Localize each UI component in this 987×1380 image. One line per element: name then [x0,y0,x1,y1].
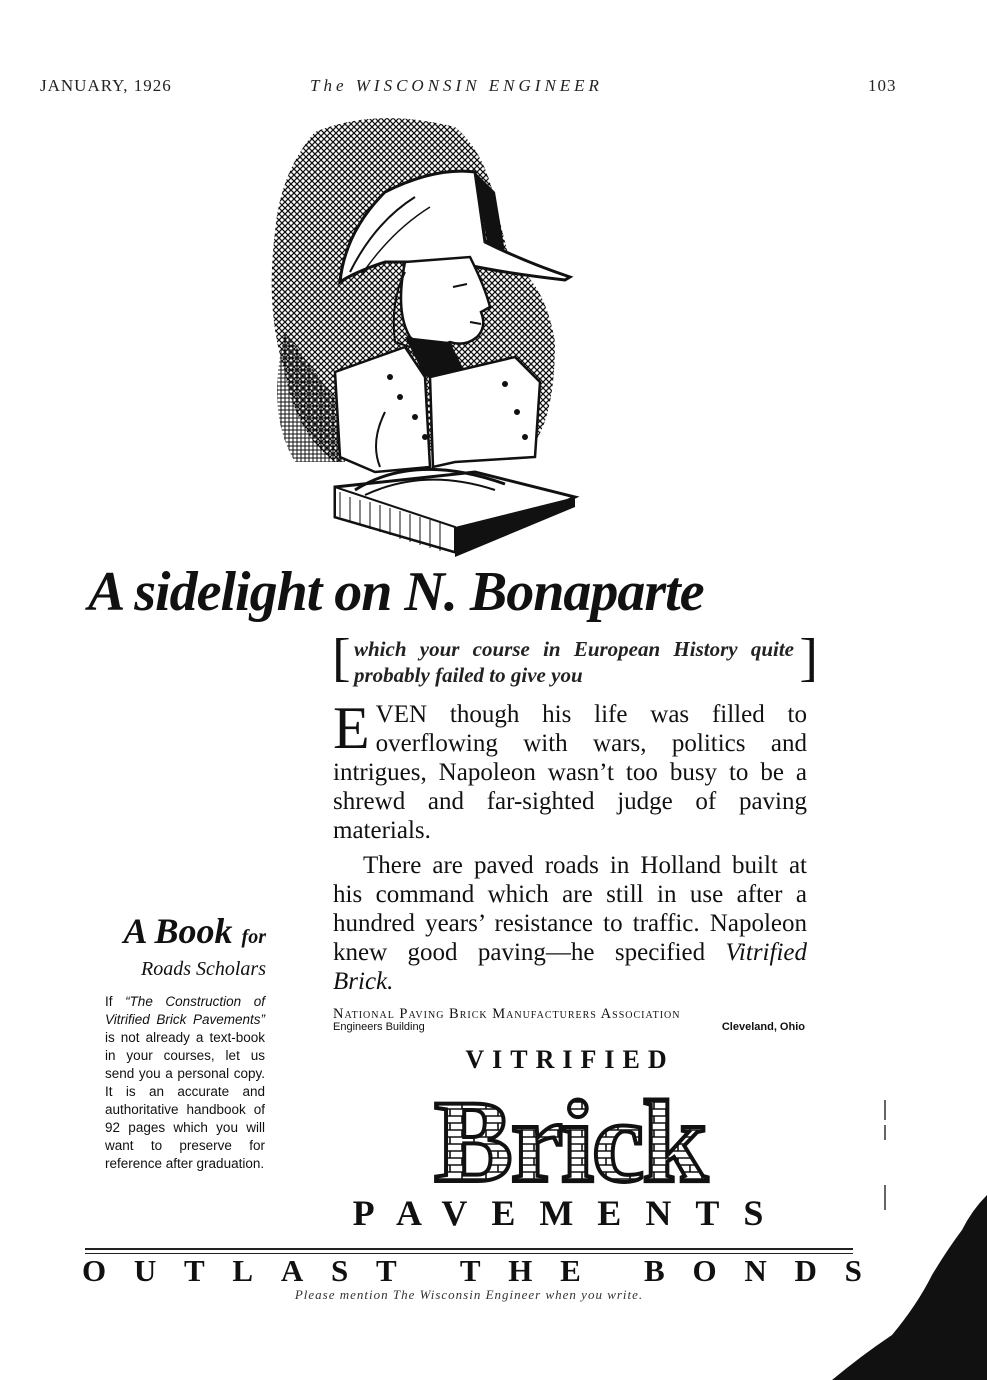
association-name: National Paving Brick Manufacturers Association [333,1006,681,1022]
slogan-letter: T [375,1253,397,1288]
body-paragraph-1 [333,695,807,845]
sidebar-title-small: for [241,926,266,948]
slogan-letter: N [744,1253,767,1288]
slogan-letter: S [330,1253,349,1288]
edge-marks [880,1100,890,1230]
slogan-letter: S [844,1253,862,1288]
logo-bottom-word: PAVEMENTS [352,1193,788,1233]
sidebar-subtitle: Roads Scholars [141,958,266,980]
subheadline-block [332,628,818,688]
header-date: JANUARY, 1926 [40,76,172,95]
left-bracket: [ [332,628,351,688]
header-page-number: 103 [868,76,897,95]
paragraph-1-text: though his life was filled to overflowing with wars, politics and intrigues, Napoleon wasn’t too busy to be a shrewd and far-sighted judge of paving materials. [333,701,807,844]
logo-main-word: Brick [434,1076,706,1196]
association-address [333,1021,805,1033]
slogan-letter: B [644,1253,665,1288]
headline: A sidelight on N. Bonaparte [88,561,704,623]
association-city: Cleveland, Ohio [721,1021,805,1033]
header-publication: The WISCONSIN ENGINEER [310,76,603,95]
slogan-letter: T [459,1253,481,1288]
sidebar-title-main: A Book [123,911,233,951]
body-copy [333,695,807,996]
slogan-gap [609,1253,617,1289]
slogan-letter: L [232,1253,254,1288]
lead-in-smallcaps: VEN [375,701,428,728]
slogan [82,1253,862,1289]
slogan-letter: O [692,1253,717,1288]
subheadline: which your course in European History quite probably failed to give you [354,637,794,687]
slogan-letter: E [560,1253,581,1288]
body-paragraph-2 [333,851,807,996]
slogan-letter: H [508,1253,533,1288]
paragraph-2-text: There are paved roads in Holland built at his command which are still in use after a hundred years’ resistance to traffic. Napoleon knew good paving—he specified [333,852,807,966]
slogan-gap [424,1253,432,1289]
sidebar-title [104,910,266,952]
sidebar-body: If “The Construction of Vitrified Brick Pavements” is not already a text-book in your courses, let us send you a personal copy. It is an accurate and authoritative handbook of 92 pages which you will want to preserve for reference after graduation. [105,994,265,1171]
slogan-letter: D [794,1253,817,1288]
footer-note: Please mention The Wisconsin Engineer when you write. [294,1287,644,1302]
paragraph-2-italic: Vitrified Brick. [333,939,807,995]
slogan-letter: T [183,1253,205,1288]
torn-corner [822,1195,987,1380]
napoleon-bust-illustration [255,112,595,567]
association-building: Engineers Building [333,1021,425,1033]
slogan-letter: A [280,1253,304,1288]
right-bracket: ] [799,628,818,688]
brick-logo [330,1046,810,1196]
drop-cap: E [333,695,370,761]
divider-rule [85,1248,853,1250]
slogan-letter: O [82,1253,107,1288]
logo-top-word: VITRIFIED [465,1045,675,1074]
slogan-letter: U [133,1253,157,1288]
sidebar-book-title: “The Construction of Vitrified Brick Pavements” [105,994,265,1027]
